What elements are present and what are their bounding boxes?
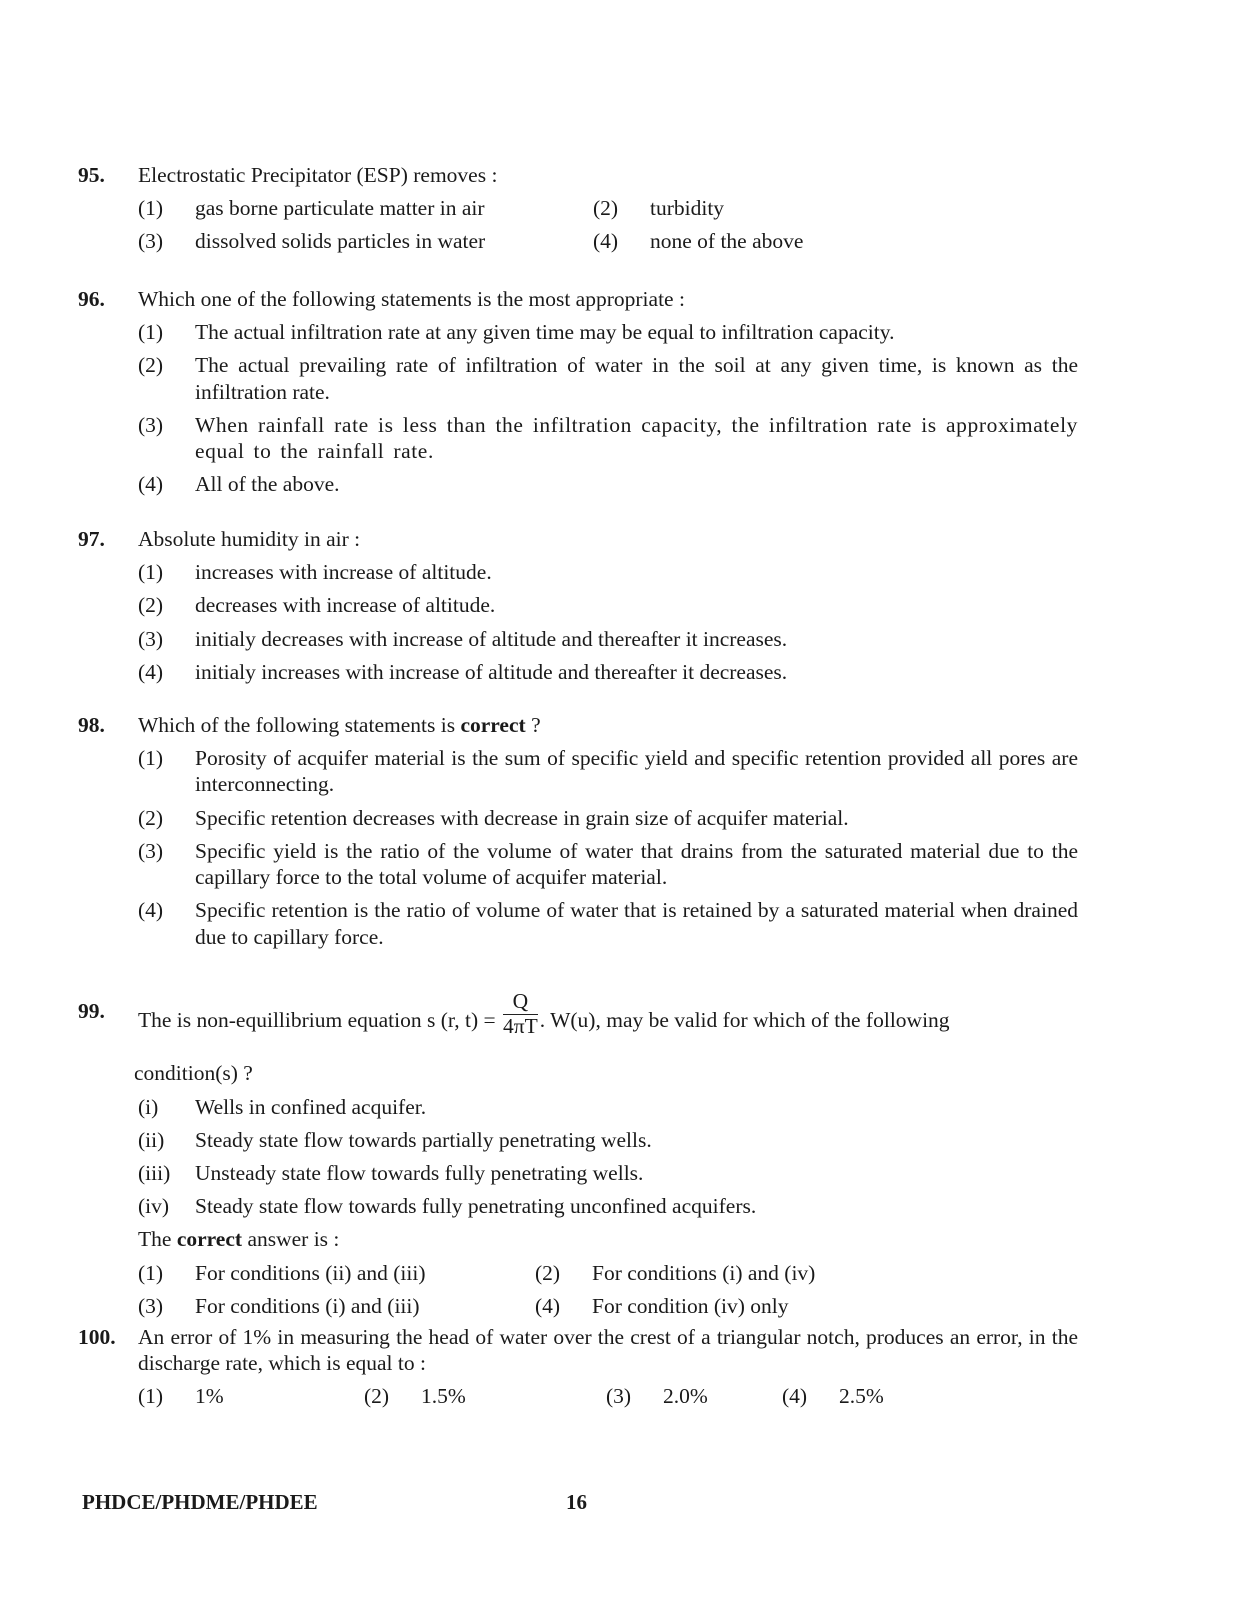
option-4: (4) initialy increases with increase of altitude and thereafter it decreases.	[138, 659, 788, 684]
option-4: (4) 2.5%	[782, 1384, 884, 1409]
option-3: (3) 2.0%	[606, 1384, 708, 1409]
question-number: 97.	[78, 527, 105, 551]
question-stem: Which of the following statements is correct ?	[138, 713, 541, 737]
question-98	[78, 712, 1078, 950]
option-1: (1) increases with increase of altitude.	[138, 560, 492, 585]
equation: s (r, t) = $\frac{Q}{4\pi T}$ . W(u),	[427, 989, 601, 1038]
option-4: (4) none of the above	[593, 229, 804, 254]
option-1: (1) The actual infiltration rate at any given time may be equal to infiltration capacity.	[138, 320, 895, 345]
question-stem: The is non-equillibrium equation s (r, t) = $\frac{Q}{4\pi T}$ . W(u), may be valid for which of the following	[138, 989, 950, 1038]
question-stem: Absolute humidity in air :	[138, 527, 361, 551]
question-number: 96.	[78, 287, 105, 311]
question-99	[78, 989, 1078, 1319]
option-3: (3) When rainfall rate is less than the infiltration capacity, the infiltration rate is approximately equal to the rainfall rate.	[138, 412, 1078, 464]
question-number: 98.	[78, 713, 105, 737]
option-1: (1) 1%	[138, 1384, 224, 1409]
question-number: 100.	[78, 1325, 116, 1349]
question-number: 95.	[78, 163, 105, 187]
question-stem: Which one of the following statements is the most appropriate :	[138, 287, 685, 311]
equation-fraction: $\frac{Q}{4\pi T}$	[502, 989, 538, 1038]
question-100	[78, 1324, 1078, 1410]
question-number: 99.	[78, 999, 105, 1023]
paper-code: PHDCE/PHDME/PHDEE	[82, 1490, 318, 1514]
option-2: (2) For conditions (i) and (iv)	[535, 1260, 816, 1285]
option-3: (3) For conditions (i) and (iii)	[138, 1293, 420, 1318]
option-2: (2) The actual prevailing rate of infiltration of water in the soil at any given time, is known as the infiltration rate.	[138, 353, 1078, 404]
option-2: (2) turbidity	[593, 196, 725, 221]
condition-iv: (iv) Steady state flow towards fully penetrating unconfined acquifers.	[138, 1194, 757, 1219]
condition-iii: (iii) Unsteady state flow towards fully penetrating wells.	[138, 1160, 644, 1185]
question-stem: Electrostatic Precipitator (ESP) removes :	[138, 163, 498, 187]
question-stem-continued: condition(s) ?	[134, 1061, 253, 1086]
options-grid	[138, 1260, 1078, 1319]
question-96	[78, 286, 1078, 498]
question-stem: An error of 1% in measuring the head of water over the crest of a triangular notch, produces an error, in the discharge rate, which is equal to :	[138, 1325, 1078, 1376]
options-row	[138, 1383, 1078, 1409]
option-1: (1) Porosity of acquifer material is the sum of specific yield and specific retention provided all pores are interconnecting.	[138, 746, 1078, 797]
page-number: 16	[566, 1490, 587, 1514]
option-2: (2) 1.5%	[364, 1384, 466, 1409]
option-1: (1) gas borne particulate matter in air	[138, 196, 485, 221]
option-4: (4) Specific retention is the ratio of volume of water that is retained by a saturated material when drained due to capillary force.	[138, 898, 1078, 949]
option-2: (2) decreases with increase of altitude.	[138, 593, 496, 618]
option-4: (4) For condition (iv) only	[535, 1293, 789, 1318]
option-3: (3) initialy decreases with increase of altitude and thereafter it increases.	[138, 626, 788, 651]
answer-prompt: The correct answer is :	[138, 1227, 340, 1252]
option-3: (3) Specific yield is the ratio of the volume of water that drains from the saturated material due to the capillary force to the total volume of acquifer material.	[138, 838, 1078, 890]
question-95	[78, 162, 1078, 255]
options-grid	[138, 195, 1078, 254]
condition-i: (i) Wells in confined acquifer.	[138, 1094, 427, 1119]
option-3: (3) dissolved solids particles in water	[138, 229, 486, 254]
option-1: (1) For conditions (ii) and (iii)	[138, 1260, 426, 1285]
condition-ii: (ii) Steady state flow towards partially penetrating wells.	[138, 1127, 652, 1152]
option-4: (4) All of the above.	[138, 472, 340, 497]
question-97	[78, 526, 1078, 685]
option-2: (2) Specific retention decreases with decrease in grain size of acquifer material.	[138, 805, 849, 830]
